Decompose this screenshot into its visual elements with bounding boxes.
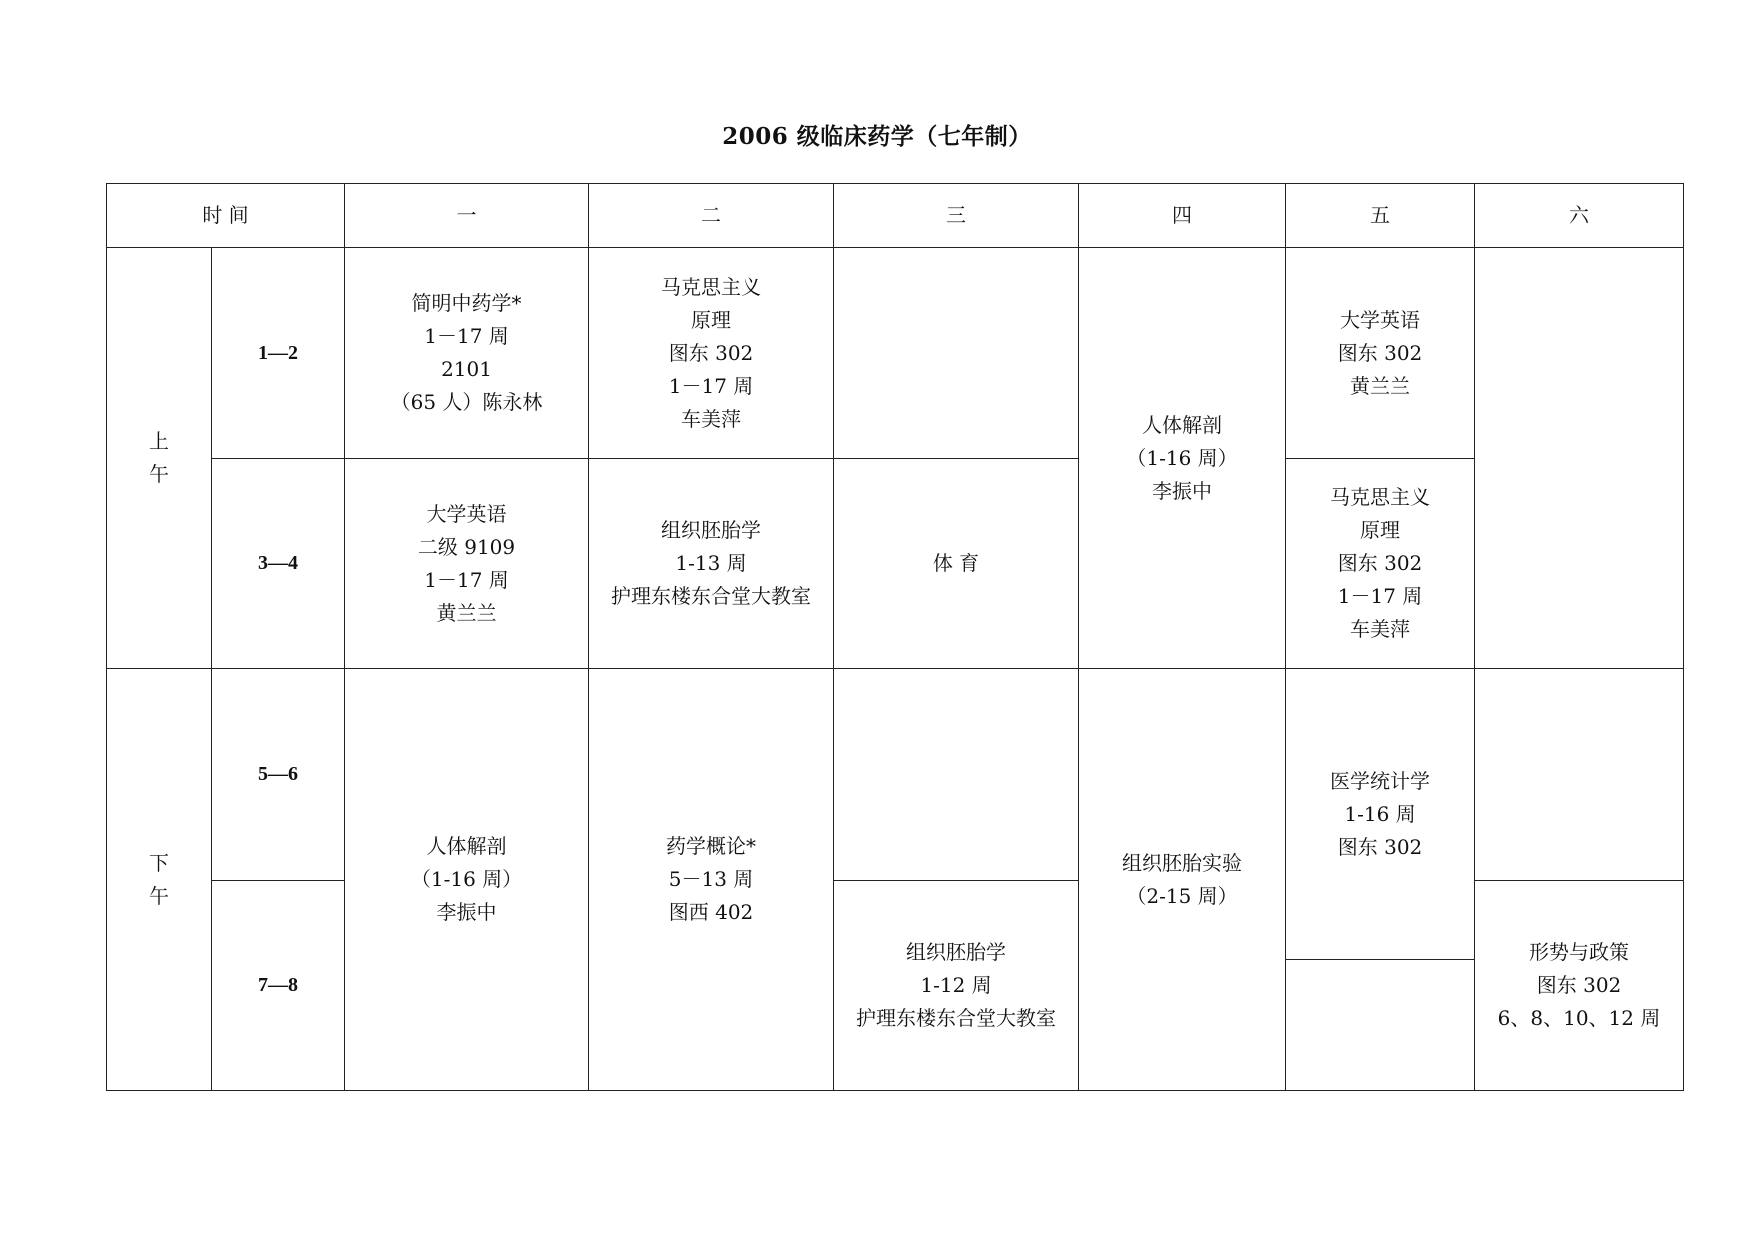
header-day-tue: 二 xyxy=(589,184,834,248)
row-period-3-4 xyxy=(107,459,1684,669)
header-time: 时 间 xyxy=(107,184,345,248)
cell-tue-1-2: 马克思主义 原理 图东 302 1－17 周 车美萍 xyxy=(589,248,834,459)
period-3-4: 3—4 xyxy=(212,459,345,669)
header-day-wed: 三 xyxy=(834,184,1079,248)
header-day-thu: 四 xyxy=(1079,184,1286,248)
cell-fri-1-2: 大学英语 图东 302 黄兰兰 xyxy=(1286,248,1475,459)
period-1-2: 1—2 xyxy=(212,248,345,459)
cell-thu-1-4: 人体解剖 （1-16 周） 李振中 xyxy=(1079,248,1286,669)
cell-sat-1-4 xyxy=(1475,248,1684,669)
row-period-1-2 xyxy=(107,248,1684,459)
cell-fri-5-8 xyxy=(1286,669,1475,1091)
session-afternoon: 下 午 xyxy=(107,669,212,1091)
header-day-fri: 五 xyxy=(1286,184,1475,248)
cell-wed-7-8: 组织胚胎学 1-12 周 护理东楼东合堂大教室 xyxy=(834,880,1079,1091)
header-day-sat: 六 xyxy=(1475,184,1684,248)
cell-wed-1-2 xyxy=(834,248,1079,459)
cell-mon-3-4: 大学英语 二级 9109 1－17 周 黄兰兰 xyxy=(345,459,589,669)
header-day-mon: 一 xyxy=(345,184,589,248)
cell-wed-5-6 xyxy=(834,669,1079,881)
cell-sat-7-8: 形势与政策 图东 302 6、8、10、12 周 xyxy=(1475,880,1684,1091)
cell-fri-5-8-lower xyxy=(1286,960,1474,1090)
header-row xyxy=(107,184,1684,248)
cell-mon-1-2: 简明中药学* 1－17 周 2101 （65 人）陈永林 xyxy=(345,248,589,459)
cell-tue-5-8: 药学概论* 5－13 周 图西 402 xyxy=(589,669,834,1091)
cell-tue-3-4: 组织胚胎学 1-13 周 护理东楼东合堂大教室 xyxy=(589,459,834,669)
schedule-table xyxy=(106,183,1684,1091)
period-7-8: 7—8 xyxy=(212,880,345,1091)
page-title: 2006 级临床药学（七年制） xyxy=(722,123,1032,150)
cell-wed-3-4: 体 育 xyxy=(834,459,1079,669)
cell-thu-5-8: 组织胚胎实验 （2-15 周） xyxy=(1079,669,1286,1091)
cell-mon-5-8: 人体解剖 （1-16 周） 李振中 xyxy=(345,669,589,1091)
session-morning: 上 午 xyxy=(107,248,212,669)
cell-fri-5-8-upper: 医学统计学 1-16 周 图东 302 xyxy=(1286,669,1474,960)
schedule-table-wrapper xyxy=(106,183,1684,1091)
cell-fri-3-4: 马克思主义 原理 图东 302 1－17 周 车美萍 xyxy=(1286,459,1475,669)
period-5-6: 5—6 xyxy=(212,669,345,881)
row-period-5-6 xyxy=(107,669,1684,881)
cell-sat-5-6 xyxy=(1475,669,1684,881)
